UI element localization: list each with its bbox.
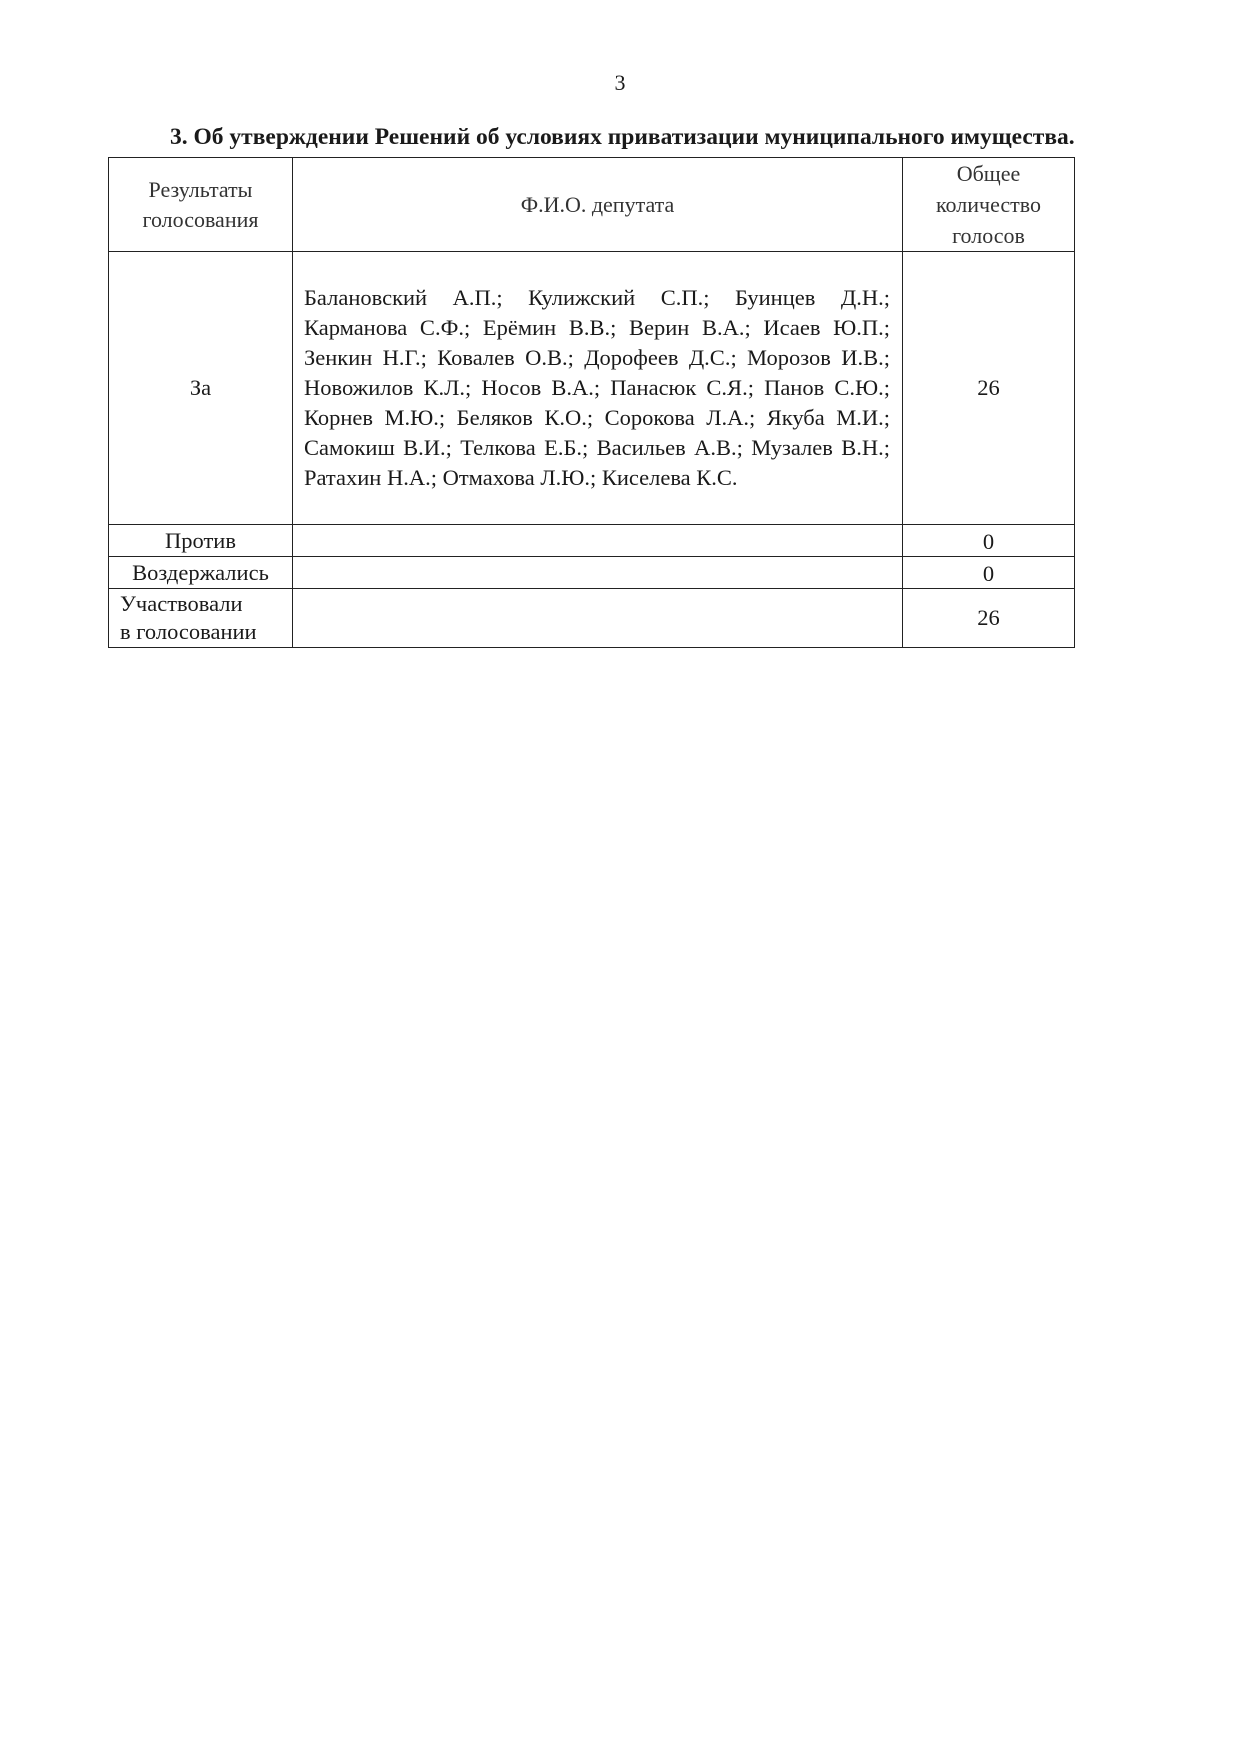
table-row-participated [109,589,1075,648]
result-participated-label [109,589,293,648]
table-row-against [109,525,1075,557]
deputies-participated-cell [293,589,903,648]
table-row-abstained [109,557,1075,589]
total-participated-value: 26 [903,589,1075,648]
result-participated-line-1: Участвовали [120,591,243,616]
result-against-label: Против [109,525,293,557]
header-voting-results-line-1: Результаты [148,176,253,202]
deputies-abstained-cell [293,557,903,589]
header-total-votes-line-1: Общее [956,161,1021,186]
section-title: 3. Об утверждении Решений об условиях приватизации муниципального имущества. [170,124,1075,150]
deputies-for-list: Балановский А.П.; Кулижский С.П.; Буинцев Д.Н.; Карманова С.Ф.; Ерёмин В.В.; Верин В.А.; Исаев Ю.П.; Зенкин Н.Г.; Ковалев О.В.; Дорофеев Д.С.; Морозов И.В.; Новожилов К.Л.; Носов В.А.; Панасюк С.Я.; Панов С.Ю.; Корнев М.Ю.; Беляков К.О.; Сорокова Л.А.; Якуба М.И.; Самокиш В.И.; Телкова Е.Б.; Васильев А.В.; Музалев В.Н.; Ратахин Н.А.; Отмахова Л.Ю.; Киселева К.С. [304,285,890,490]
total-against-value: 0 [903,525,1075,557]
deputies-against-cell [293,525,903,557]
total-abstained-value: 0 [903,557,1075,589]
header-total-votes [903,158,1075,252]
deputies-for-cell [293,252,903,525]
header-voting-results-line-2: голосования [142,206,259,232]
voting-results-table [108,157,1075,648]
result-abstained-label: Воздержались [109,557,293,589]
header-total-votes-line-3: голосов [952,223,1025,248]
total-for-value: 26 [903,252,1075,525]
header-total-votes-line-2: количество [935,192,1042,217]
page-number: 3 [614,70,626,95]
header-deputy-name: Ф.И.О. депутата [293,158,903,252]
result-participated-line-2: в голосовании [120,619,257,644]
result-for-label: За [109,252,293,525]
table-header-row [109,158,1075,252]
header-voting-results [109,158,293,252]
table-row-for [109,252,1075,525]
